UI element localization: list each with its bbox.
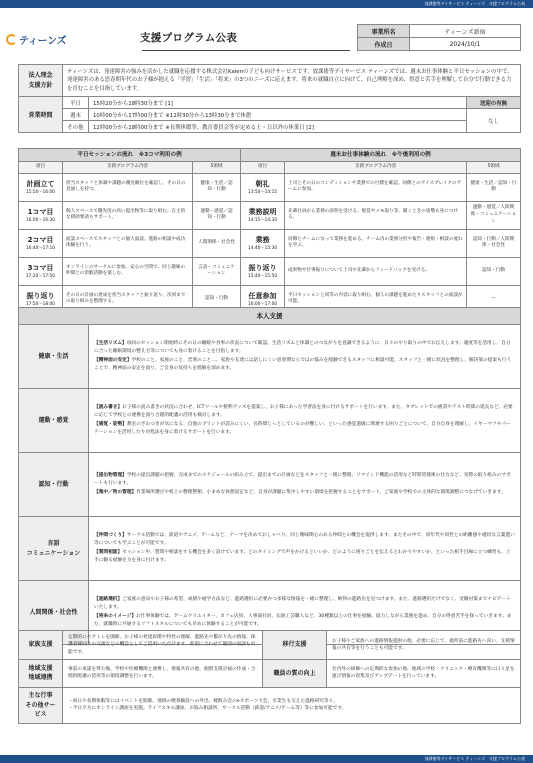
office-label: 事業所名 — [358, 25, 410, 38]
program-table — [18, 148, 521, 314]
hours-text-weekday: 15時20分から18時30分まで [1] — [89, 97, 467, 109]
weekend-step-text: 成果物や仕事振りについて上司や先輩からフィードバックを受ける。 — [285, 257, 467, 285]
philosophy-table — [18, 64, 521, 97]
weekend-step-name: 業務説明 — [248, 207, 277, 216]
core-item-text: お仕事体験では、ゲームクリエイター、カフェ店員、人事部社員、伝統工芸職人など、30種類以上の仕事を経験。協力しながら業務を進め、自分の得意苦手を探っていきます。また、就職時に共通するソフトスキルについても早めに体験することが可能です。 — [94, 614, 512, 627]
events-line: ・平日夕方にオンライン講座を実施。ライフスキル講座、お悩み相談所、サークル活動（鉄道/アニメ/ゲーム等）等に参加可能です。 — [68, 706, 347, 712]
top-banner-text: 放課後等デイサービス ティーンズ 支援プログラム公表 — [424, 1, 525, 6]
weekend-step-time: 13:50〜14:15 — [247, 189, 278, 195]
col-content: 支援プログラム内容 — [63, 162, 193, 174]
col-domain: 5領域 — [193, 162, 241, 174]
weekend-step-time: 14:15〜14:30 — [247, 217, 278, 223]
weekday-step-time: 17:20〜17:50 — [25, 273, 56, 279]
weekday-step-time: 15:50〜16:00 — [25, 189, 56, 195]
core-item-tag: 【仲間づくり】 — [94, 533, 127, 539]
weekday-step-domain: 健康・生活／認知・行動 — [193, 173, 241, 201]
core-row — [19, 453, 521, 517]
weekend-step-name: 朝礼 — [255, 179, 270, 188]
hours-day-weekday: 平日 — [63, 97, 89, 109]
col-domain: 5領域 — [467, 162, 521, 174]
weekday-step-time: 17:50〜18:00 — [25, 301, 56, 307]
weekday-step-text: オンラインのサークルに参加。安心の空間で、同じ趣味の仲間との余暇活動を楽しむ。 — [63, 257, 193, 285]
transport-value: なし — [467, 109, 521, 133]
core-item-text: 学校の提出課題の把握、完成までのスケジュールの組み立て、提出までの計画などをスタッフと一緒に整理。リマインド機能の活用など時間管理術の仕方など、実際の取り組みのサポートも行います。 — [94, 473, 511, 486]
weekend-step-text: 同僚とチームになって業務を進める。チーム内の業務分担や報告・連絡・相談の流れを学ぶ。 — [285, 229, 467, 257]
weekday-step-domain: 言語・コミュニケーション — [193, 257, 241, 285]
weekend-step-domain: 運動・感覚／人間関係・コミュニケーション — [467, 201, 521, 229]
staff-quality-label: 職員の質の向上 — [263, 659, 327, 687]
core-item-text: 毎回のセッション開始時にその日の睡眠や食事の状況について確認。生活リズムと体調とのつながりを意識できるように、日々のやり取りの中でお伝えします。適度等を活用し、自分に合った睡眠環境の整え方等についても身に着けることを目指します。 — [94, 341, 511, 354]
weekday-step-name: 3コマ目 — [27, 263, 54, 272]
family-support-label: 家族支援 — [19, 631, 63, 660]
title-underline — [142, 50, 350, 51]
weekday-step-domain: 運動・感覚／認知・行動 — [193, 201, 241, 229]
weekday-step-text: 面談スペースでスタッフとの個人面談。進路の相談や成功体験を行う。 — [63, 229, 193, 257]
core-row — [19, 389, 521, 453]
weekday-step-domain: 人間関係・社会性 — [193, 229, 241, 257]
weekend-step-text: 先輩社員から業務の説明を受ける。視覚やメモ取り等、聞くときの姿勢も身につける。 — [285, 201, 467, 229]
weekend-step-name: 振り返り — [248, 263, 277, 272]
philosophy-label: 法人理念 支援方針 — [19, 65, 63, 97]
core-item-text: ご家族の意向やお子様の希望、成績や通学方法など、進路選択に必要かつ多様な情報を一緒に整理し、納得の進路先を見つけます。また、進路選択だけでなく、受験対策までナビゲートいたします。 — [94, 597, 511, 610]
brand-logo — [6, 31, 66, 47]
program-row — [19, 229, 521, 257]
weekend-step-time: 14:40〜15:30 — [247, 245, 278, 251]
weekday-step-name: 振り返り — [26, 291, 55, 300]
core-domain-label: 言語 コミュニケーション — [19, 517, 89, 581]
weekday-step-time: 16:40〜17:10 — [25, 245, 56, 251]
family-community-table — [18, 630, 521, 688]
hours-label: 営業時間 — [19, 97, 63, 133]
hours-day-other: その他 — [63, 121, 89, 133]
weekend-flow-title: 週末お仕事体験の流れ ※午後利用の例 — [241, 149, 521, 162]
core-item-tag: 【質問相談】 — [94, 550, 123, 556]
weekday-step-name: 2コマ目 — [27, 235, 54, 244]
core-item-text: 教室のざわつきが気になる、自他のプリントが読みにくい、長時間じっとしているのが難しい、といった感覚過敏に関連する困りごとについて、自分自身を理解し、イヤーマフやパーテーションを活用したり対処法を身に着けるサポートを行います。 — [94, 422, 511, 435]
weekend-step-text: 上司とその日のコンディションや業務での目標を確認。同僚とのアイスブレイクのゲームに参加。 — [285, 173, 467, 201]
core-row — [19, 325, 521, 389]
weekend-step-domain: 認知・行動／人間関係・社会性 — [467, 229, 521, 257]
core-item-text: 学校のこと、家庭のこと、恋愛のこと…。家族や友達には話しにくい思春期ならではの悩みを経験できるスタッフに相談可能。スタッフと一緒に状況を整理し、解決策の提案も行うことで、精神面の安定を図り、ご自身の気持ちを理解を深めます。 — [94, 358, 512, 371]
col-item: 項目 — [241, 162, 285, 174]
top-banner — [0, 0, 533, 8]
brand-name: ティーンズ — [19, 35, 67, 47]
col-item: 項目 — [19, 162, 63, 174]
core-item-tag: 【進路選択】 — [94, 597, 123, 603]
core-item-tag: 【将来のイメージ】 — [94, 614, 137, 620]
weekend-step-domain: — — [467, 285, 521, 313]
weekend-step-name: 業務 — [255, 235, 270, 244]
weekend-step-name: 任意参加 — [248, 291, 277, 300]
core-domain-label: 認知・行動 — [19, 453, 89, 517]
weekend-step-domain: 健康・生活／認知・行動 — [467, 173, 521, 201]
hours-day-weekend: 週末 — [63, 109, 89, 121]
program-row — [19, 201, 521, 229]
weekday-step-text: 個人スペースで優先度の高い提出物等に取り組む。自主的な援助要請もサポート。 — [63, 201, 193, 229]
core-item-tag: 【集中／物の管理】 — [94, 490, 137, 496]
community-support-label: 地域支援 地域連携 — [19, 659, 63, 687]
core-item-text: セッション中、質問や相談をする機会を多く設けています。どのタイミングで声をかけるといいか、どのように困りごとを伝えるとわかりやすいか、といった相手目線に立つ練習も、上手に頼る経験を力を身に付けます。 — [94, 550, 511, 563]
weekday-step-domain: 認知・行動 — [193, 285, 241, 313]
core-row — [19, 517, 521, 581]
core-item-tag: 【生活リズム】 — [94, 341, 127, 347]
page-title: 支援プログラム公表 — [140, 32, 238, 44]
family-support-text: 定期的にペアトレを開催。お子様の発達段階や特性の理解、進路先や繋がり先の情報、保護者様同士の交流などの機会としてご活用いただけます。希望に合わせて個別の面談も可能です。 — [63, 631, 263, 660]
hours-text-other: 12時00分から18時00分まで ※長期休暇等、教育委員会等が定める土・日以外の休業日 [2] — [89, 121, 467, 133]
core-item-text: お子様の読み書きの状況に合わせ、ICTツールや便利グッズを提案し、お子様にあった学習法を身に付けるサポートを行います。また、タブレットでの板書やテスト時間の延長など、必要に応じて学校との連携を図り合理的配慮の活用も検討します。 — [94, 405, 513, 418]
weekend-step-domain: 認知・行動 — [467, 257, 521, 285]
core-domain-label: 人間関係・社会性 — [19, 581, 89, 645]
core-item-tag: 【感覚・姿勢】 — [94, 422, 127, 428]
core-item-text: サークル活動では、鉄道やアニメ、ゲームなど、テーマを決めておしゃべり。同じ興味関心のある仲間との機会を提供します。またその中で、同年代や同性との距離感や適切な言葉遣い等についても学ぶことが可能です。 — [94, 533, 515, 546]
core-item-text: 作業場所選びや机上の整理整頓、小まめな休憩設定など、自身が課題に集中しやすい環境を把握することをサポート。ご家庭や学校での主体的な環境調整につなげていきます。 — [136, 490, 506, 496]
events-table — [18, 687, 521, 724]
transport-label: 送迎の有無 — [467, 97, 521, 109]
program-row — [19, 173, 521, 201]
weekday-step-name: 計画立て — [26, 179, 55, 188]
staff-quality-text: 社内外の研修への定期的な参加の他、地域の学校・クリニック・療育機関等に日々足を運び情報の収集及びアップデートを行っています。 — [327, 659, 521, 687]
hours-text-weekend: 10時00分から17時00分まで ※12時30分から13時30分まで休憩 — [89, 109, 467, 121]
weekend-step-time: 16:00〜17:00 — [247, 301, 278, 307]
weekday-step-text: その日の計画の達成を担当スタッフと振り返り、次回までの取り組みを整理する。 — [63, 285, 193, 313]
office-value: ティーンズ新宿 — [410, 25, 521, 38]
events-label: 主な行事 その他サービス — [19, 688, 63, 724]
community-support-text: 事前の承諾を得た後、学校や医療機関と連携し、情報共有の他、個別支援計画の作成・合理的配慮の活用等の環境調整を行います。 — [63, 659, 263, 687]
core-item-tag: 【提出物管理】 — [94, 473, 127, 479]
transition-support-label: 移行支援 — [263, 631, 327, 660]
hours-table — [18, 96, 521, 133]
weekday-step-time: 16:00〜16:30 — [25, 217, 56, 223]
bottom-banner — [0, 755, 533, 763]
transition-support-text: お子様やご家族への進路情報提供の他、必要に応じて、適所前に進路先へ向い、支援情報の共有等を行うことも可能です。 — [327, 631, 521, 660]
date-value: 2024/10/1 — [410, 38, 521, 51]
weekday-step-text: 担当スタッフと体調や課題の優先順位を確認し、その日の見通しを持つ。 — [63, 173, 193, 201]
core-item-tag: 【読み書き】 — [94, 405, 123, 411]
meta-table — [357, 24, 521, 51]
events-line: ・祝日や長期休暇等にはイベントを開催。地域の喫茶験設への外出、軽飲み会のeスポーツ大会、卒業生も交えた進路研究等々。 — [68, 698, 338, 704]
bottom-banner-text: 放課後等デイサービス ティーンズ 支援プログラム公表 — [424, 756, 525, 761]
weekend-step-text: 平日セッションと同等の内容に取り組む。個人の課題を進めたりスタッフとの面談が可能。 — [285, 285, 467, 313]
core-support-table — [18, 307, 521, 645]
weekend-step-time: 15:40〜15:50 — [247, 273, 278, 279]
core-domain-label: 運動・感覚 — [19, 389, 89, 453]
core-domain-label: 健康・生活 — [19, 325, 89, 389]
philosophy-text: ティーンズは、発達障害の強みを活かした就職を応援する株式会社Kaienの子ども向けサービスです。放課後等デイサービス ティーンズでは、週末お仕事体験と平日セッションの中で、発達障害のある思春期年代のお子様が抱える「学習」「生活」「将来」の3つのニーズに応えます。将来の就職自立に向けて、自己理解を深め、得意と苦手を理解して自分で行動できる力を育むことを目指しています。 — [63, 65, 521, 97]
weekday-flow-title: 平日セッションの流れ ※3コマ利用の例 — [19, 149, 241, 162]
logo-mark-icon — [6, 34, 17, 45]
date-label: 作成日 — [358, 38, 410, 51]
col-content: 支援プログラム内容 — [285, 162, 467, 174]
core-item-tag: 【精神面の安定】 — [94, 358, 132, 364]
core-support-title: 本人支援 — [19, 308, 521, 325]
weekday-step-name: 1コマ目 — [27, 207, 54, 216]
program-row — [19, 257, 521, 285]
